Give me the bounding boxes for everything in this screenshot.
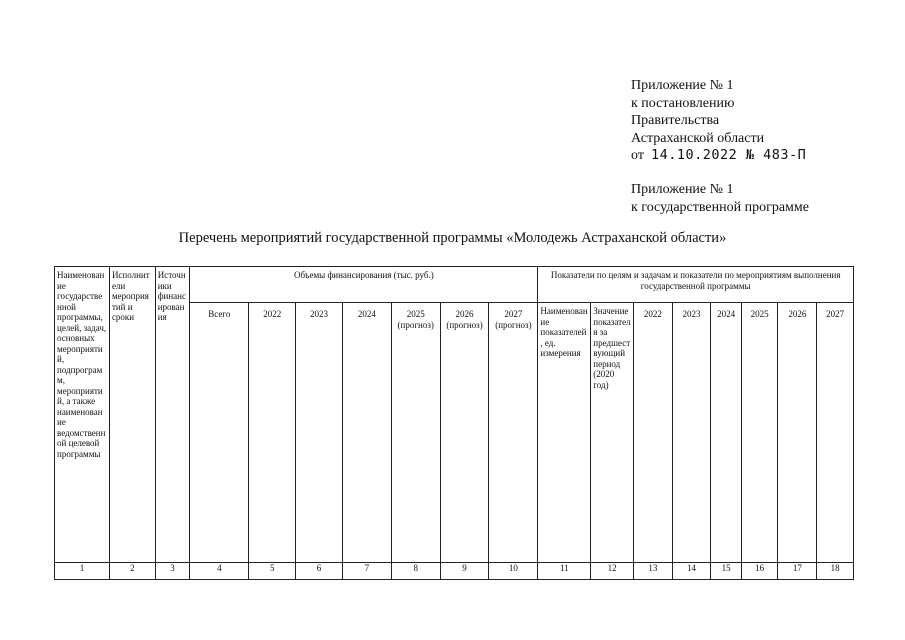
header-indicator-year: 2025 — [741, 303, 778, 563]
annex-order-block — [631, 77, 806, 165]
document-title: Перечень мероприятий государственной программы «Молодежь Астраханской области» — [178, 230, 727, 246]
header-indicator-year: 2024 — [711, 303, 742, 563]
column-number: 11 — [538, 563, 591, 580]
column-number: 6 — [296, 563, 343, 580]
header-funding-year: 2027 (прогноз) — [489, 303, 538, 563]
header-funding-year: 2023 — [296, 303, 343, 563]
column-number: 10 — [489, 563, 538, 580]
header-funding-volumes: Объемы финансирования (тыс. руб.) — [190, 267, 538, 303]
date-prefix: от — [631, 148, 644, 163]
column-number: 12 — [591, 563, 634, 580]
header-funding-year: 2022 — [249, 303, 296, 563]
column-number: 17 — [778, 563, 817, 580]
header-indicator-year: 2027 — [817, 303, 854, 563]
annex-order-line: к постановлению — [631, 95, 735, 111]
column-number: 5 — [249, 563, 296, 580]
header-indicator-year: 2026 — [778, 303, 817, 563]
header-funding-year: 2026 (прогноз) — [440, 303, 489, 563]
header-indicator-year: 2022 — [634, 303, 673, 563]
annex-order-date — [631, 147, 806, 165]
column-number: 3 — [155, 563, 190, 580]
column-number: 18 — [817, 563, 854, 580]
column-number: 7 — [342, 563, 391, 580]
header-executors: Исполнители мероприятий и сроки — [109, 267, 155, 563]
header-funding-year: 2024 — [342, 303, 391, 563]
column-number: 1 — [55, 563, 110, 580]
annex-order-line: Приложение № 1 — [631, 78, 734, 93]
column-number-row — [55, 563, 854, 580]
header-indicator-base: Значение показателя за предшествующий период (2020 год) — [591, 303, 634, 563]
column-number: 14 — [672, 563, 711, 580]
column-number: 8 — [391, 563, 440, 580]
date-value: 14.10.2022 № 483-П — [650, 147, 807, 163]
annex-order-line: Астраханской области — [631, 130, 765, 146]
annex-program-line: Приложение № 1 — [631, 182, 734, 197]
annex-program-block — [631, 181, 809, 216]
column-number: 2 — [109, 563, 155, 580]
header-program-name: Наименование государственной программы, целей, задач, основных мероприятий, подпрограмм, мероприятий, а также наименование ведомственной целевой программы — [55, 267, 110, 563]
header-indicators: Показатели по целям и задачам и показатели по мероприятиям выполнения государственной программы — [538, 267, 854, 303]
column-number: 4 — [190, 563, 249, 580]
measures-table — [54, 266, 854, 580]
column-number: 9 — [440, 563, 489, 580]
column-number: 13 — [634, 563, 673, 580]
header-indicator-year: 2023 — [672, 303, 711, 563]
column-number: 16 — [741, 563, 778, 580]
header-funding-total: Всего — [190, 303, 249, 563]
annex-program-line: к государственной программе — [631, 199, 809, 215]
header-funding-year: 2025 (прогноз) — [391, 303, 440, 563]
header-funding-sources: Источники финансирования — [155, 267, 190, 563]
annex-order-line: Правительства — [631, 113, 720, 128]
column-number: 15 — [711, 563, 742, 580]
header-indicator-name: Наименование показателей, ед. измерения — [538, 303, 591, 563]
